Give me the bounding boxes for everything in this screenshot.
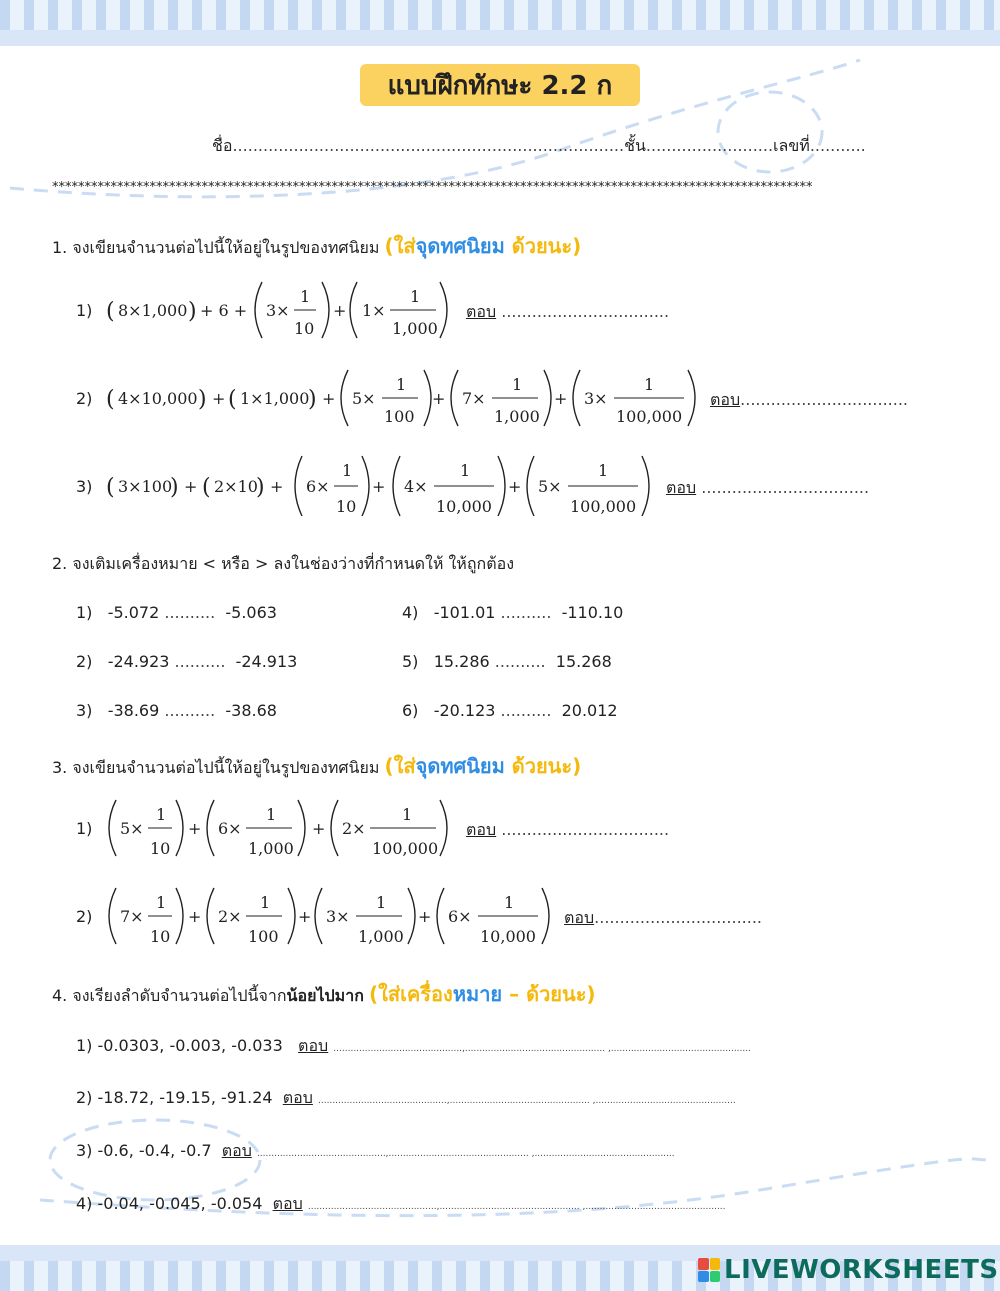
q3-item-2-answer[interactable]: ตอบ.................................: [564, 908, 762, 927]
q2-item-6[interactable]: 6) -20.123 .......... 20.012: [402, 701, 618, 720]
svg-text:1: 1: [504, 893, 515, 912]
svg-text:8×1,000: 8×1,000: [118, 301, 188, 320]
svg-text:+: +: [554, 389, 568, 408]
svg-text:5×: 5×: [120, 819, 144, 838]
svg-text:1: 1: [396, 375, 407, 394]
svg-text:100,000: 100,000: [616, 407, 683, 426]
svg-text:100: 100: [248, 927, 279, 946]
svg-text:+ 6 +: + 6 +: [200, 301, 248, 320]
q3-item-1-answer[interactable]: ตอบ .................................: [466, 820, 670, 839]
svg-text:4×: 4×: [404, 477, 428, 496]
svg-text:1: 1: [266, 805, 277, 824]
q1-item-3-answer[interactable]: ตอบ .................................: [666, 478, 870, 497]
class-label: ชั้น: [624, 136, 646, 155]
logo-square-3: [698, 1271, 709, 1283]
svg-text:+: +: [298, 907, 312, 926]
svg-text:5×: 5×: [538, 477, 562, 496]
svg-text:1: 1: [376, 893, 387, 912]
svg-text:+: +: [372, 477, 386, 496]
q2-item-2[interactable]: 2) -24.923 .......... -24.913: [76, 652, 298, 671]
svg-text:): ): [256, 475, 265, 500]
svg-text:1: 1: [402, 805, 413, 824]
q1-item-2-label: 2): [76, 389, 93, 408]
svg-text:+: +: [312, 819, 326, 838]
logo-square-1: [698, 1258, 709, 1270]
svg-text:100,000: 100,000: [372, 839, 439, 858]
svg-text:+: +: [333, 301, 347, 320]
q4-item-1[interactable]: 1) -0.0303, -0.003, -0.033 ตอบ .............................................,................................................. ,.................................................: [76, 1036, 751, 1055]
q1-item-1-label: 1): [76, 301, 93, 320]
svg-text:1: 1: [410, 287, 421, 306]
q4-text-bold: น้อยไปมาก: [286, 986, 364, 1005]
separator-stars: *********************************************************************************************************************: [52, 180, 813, 195]
svg-text:10,000: 10,000: [480, 927, 536, 946]
svg-text:1: 1: [156, 893, 167, 912]
svg-text:1: 1: [260, 893, 271, 912]
svg-text:): ): [188, 299, 197, 324]
svg-text:5×: 5×: [352, 389, 376, 408]
svg-text:3×: 3×: [584, 389, 608, 408]
q4-item-2[interactable]: 2) -18.72, -19.15, -91.24 ตอบ .............................................,................................................. ,.................................................: [76, 1088, 736, 1107]
svg-text:1: 1: [300, 287, 311, 306]
svg-text:3×: 3×: [266, 301, 290, 320]
svg-text:2×: 2×: [218, 907, 242, 926]
svg-text:10: 10: [294, 319, 315, 338]
svg-text:+: +: [432, 389, 446, 408]
q3-item-2-label: 2): [76, 907, 93, 926]
q4-text: 4. จงเรียงลำดับจำนวนต่อไปนี้จาก: [52, 986, 287, 1005]
svg-text:3×: 3×: [326, 907, 350, 926]
svg-text:1×: 1×: [362, 301, 386, 320]
svg-text:1,000: 1,000: [392, 319, 438, 338]
svg-text:6×: 6×: [448, 907, 472, 926]
logo-square-4: [710, 1271, 721, 1283]
q3-text: 3. จงเขียนจำนวนต่อไปนี้ให้อยู่ในรูปของทศนิยม: [52, 758, 380, 777]
svg-text:2×: 2×: [342, 819, 366, 838]
svg-text:+: +: [418, 907, 432, 926]
svg-text:7×: 7×: [120, 907, 144, 926]
svg-text:10: 10: [150, 839, 171, 858]
q3-heading: [52, 750, 581, 782]
q1-hint: (ใส่จุดทศนิยม ด้วยนะ): [384, 234, 582, 258]
q4-heading: [52, 978, 596, 1010]
svg-text:100,000: 100,000: [570, 497, 637, 516]
svg-text:+: +: [270, 477, 284, 496]
svg-text:10,000: 10,000: [436, 497, 492, 516]
number-label: เลขที่: [773, 136, 810, 155]
svg-text:+: +: [184, 477, 198, 496]
q1-item-2-expression: [106, 370, 695, 426]
svg-text:7×: 7×: [462, 389, 486, 408]
svg-text:6×: 6×: [218, 819, 242, 838]
svg-text:1: 1: [460, 461, 471, 480]
liveworksheets-logo: [698, 1255, 999, 1285]
q4-hint: (ใส่เครื่องหมาย – ด้วยนะ): [368, 982, 596, 1006]
q3-item-2-expression: [109, 888, 549, 946]
svg-text:2×10: 2×10: [214, 477, 258, 496]
name-label: ชื่อ: [212, 136, 233, 155]
svg-text:1×1,000: 1×1,000: [240, 389, 310, 408]
worksheet-title: แบบฝึกทักษะ 2.2 ก: [360, 64, 640, 106]
svg-text:): ): [308, 387, 317, 412]
logo-square-2: [710, 1258, 721, 1270]
logo-icon: [698, 1258, 720, 1282]
svg-text:(: (: [106, 475, 115, 500]
svg-text:10: 10: [150, 927, 171, 946]
svg-text:1,000: 1,000: [358, 927, 404, 946]
q2-heading: 2. จงเติมเครื่องหมาย < หรือ > ลงในช่องว่างที่กำหนดให้ ให้ถูกต้อง: [52, 554, 515, 573]
svg-text:4×10,000: 4×10,000: [118, 389, 198, 408]
svg-text:(: (: [228, 387, 237, 412]
svg-text:(: (: [202, 475, 211, 500]
q3-item-1-label: 1): [76, 819, 93, 838]
logo-text: LIVEWORKSHEETS: [724, 1255, 999, 1285]
svg-text:): ): [170, 475, 179, 500]
q1-item-2-answer[interactable]: ตอบ.................................: [710, 390, 908, 409]
svg-text:3×100: 3×100: [118, 477, 173, 496]
svg-text:1: 1: [512, 375, 523, 394]
q2-item-1[interactable]: 1) -5.072 .......... -5.063: [76, 603, 277, 622]
svg-text:+: +: [322, 389, 336, 408]
svg-text:100: 100: [384, 407, 415, 426]
q1-item-3-label: 3): [76, 477, 93, 496]
q1-item-1-expression: [106, 282, 447, 338]
svg-text:+: +: [188, 907, 202, 926]
svg-text:10: 10: [336, 497, 357, 516]
q3-item-1-expression: [109, 800, 447, 858]
q3-hint: (ใส่จุดทศนิยม ด้วยนะ): [384, 754, 582, 778]
q1-item-1-answer[interactable]: ตอบ .................................: [466, 302, 670, 321]
class-blank[interactable]: .........................: [645, 136, 774, 155]
q2-item-3[interactable]: 3) -38.69 .......... -38.68: [76, 701, 277, 720]
svg-text:+: +: [508, 477, 522, 496]
svg-text:): ): [198, 387, 207, 412]
q4-item-4[interactable]: 4) -0.04, -0.045, -0.054 ตอบ .............................................,................................................. ,.................................................: [76, 1194, 726, 1213]
q2-item-4[interactable]: 4) -101.01 .......... -110.10: [402, 603, 624, 622]
name-blank[interactable]: .............................................................................: [232, 136, 625, 155]
number-blank[interactable]: ...........: [809, 136, 866, 155]
svg-text:1,000: 1,000: [248, 839, 294, 858]
svg-text:(: (: [106, 387, 115, 412]
svg-text:1: 1: [644, 375, 655, 394]
q4-item-3[interactable]: 3) -0.6, -0.4, -0.7 ตอบ .............................................,................................................. ,.................................................: [76, 1141, 675, 1160]
svg-text:1,000: 1,000: [494, 407, 540, 426]
svg-text:+: +: [188, 819, 202, 838]
q1-text: 1. จงเขียนจำนวนต่อไปนี้ให้อยู่ในรูปของทศนิยม: [52, 238, 380, 257]
q1-item-3-expression: [106, 456, 649, 516]
q2-item-5[interactable]: 5) 15.286 .......... 15.268: [402, 652, 612, 671]
svg-text:1: 1: [598, 461, 609, 480]
svg-text:1: 1: [342, 461, 353, 480]
svg-text:1: 1: [156, 805, 167, 824]
svg-text:6×: 6×: [306, 477, 330, 496]
svg-text:(: (: [106, 299, 115, 324]
svg-text:+: +: [212, 389, 226, 408]
